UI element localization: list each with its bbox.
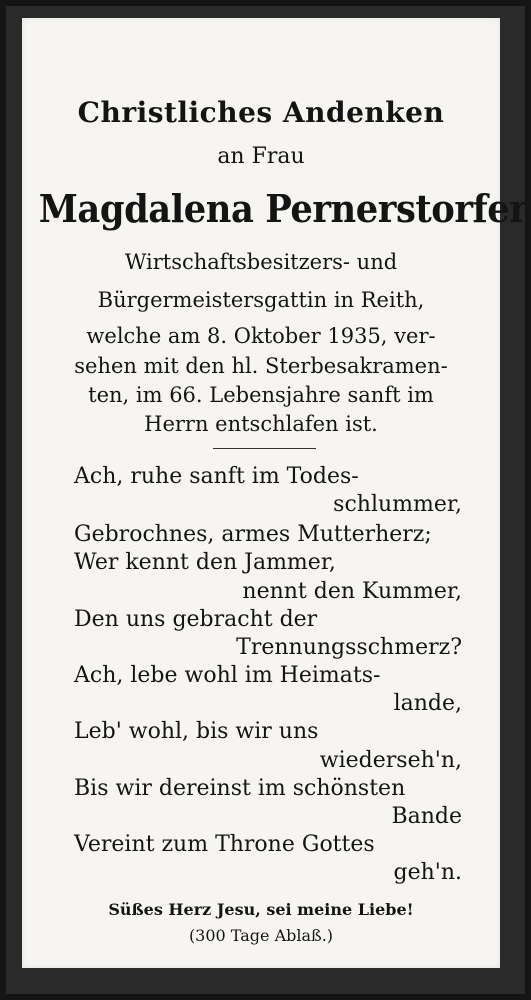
description-line: welche am 8. Oktober 1935, ver- [86, 324, 436, 348]
poem-line: Trennungsschmerz? [236, 635, 462, 660]
poem-line: Wer kennt den Jammer, [74, 550, 336, 575]
poem-line: schlummer, [333, 492, 462, 517]
poem-line: geh'n. [393, 860, 462, 885]
indulgence-note: (300 Tage Ablaß.) [188, 926, 334, 945]
card-title: Christliches Andenken [77, 96, 445, 129]
card-subtitle: an Frau [217, 144, 305, 169]
poem-line: Den uns gebracht der [74, 607, 318, 632]
poem-line: lande, [393, 691, 462, 716]
deceased-name: Magdalena Pernerstorfer [38, 186, 528, 231]
description-line: Wirtschaftsbesitzers- und [124, 250, 398, 274]
poem-line: Leb' wohl, bis wir uns [74, 719, 319, 744]
description-line: Herrn entschlafen ist. [144, 412, 378, 436]
poem-line: Vereint zum Throne Gottes [74, 832, 375, 857]
description-line: sehen mit den hl. Sterbesakramen- [74, 354, 448, 378]
memorial-card [22, 18, 528, 968]
poem-line: Ach, lebe wohl im Heimats- [74, 663, 381, 688]
divider-rule [213, 448, 316, 449]
poem-line: Bis wir dereinst im schönsten [74, 776, 406, 801]
poem-line: Gebrochnes, armes Mutterherz; [74, 522, 432, 547]
prayer-line: Süßes Herz Jesu, sei meine Liebe! [108, 900, 414, 919]
poem-line: nennt den Kummer, [242, 579, 462, 604]
poem-line: Ach, ruhe sanft im Todes- [74, 464, 359, 489]
poem-line: Bande [391, 804, 462, 829]
description-line: ten, im 66. Lebensjahre sanft im [88, 383, 434, 407]
description-line: Bürgermeistersgattin in Reith, [97, 288, 425, 312]
poem-line: wiederseh'n, [319, 748, 462, 773]
